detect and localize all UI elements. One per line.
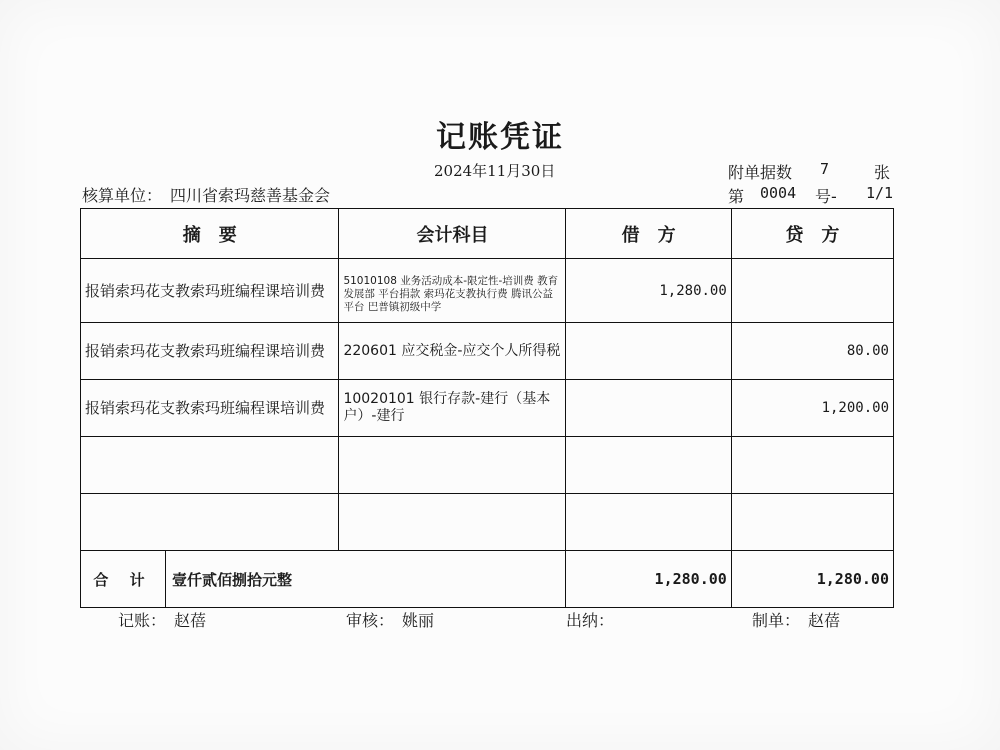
- document-title: 记账凭证: [436, 120, 564, 155]
- entry-subject: 10020101 银行存款-建行（基本户）-建行: [339, 380, 566, 437]
- entry-credit: [731, 437, 893, 494]
- total-debit: 1,280.00: [566, 551, 731, 608]
- total-cell: [81, 551, 566, 608]
- entry-summary: 报销索玛花支教索玛班编程课培训费: [81, 380, 339, 437]
- total-label: 合 计: [81, 551, 166, 607]
- total-row: [81, 551, 894, 608]
- attachments-label: 附单据数: [728, 163, 793, 182]
- entry-debit: [566, 380, 731, 437]
- table-row: [81, 380, 894, 437]
- table-row: [81, 259, 894, 323]
- entry-summary: 报销索玛花支教索玛班编程课培训费: [81, 323, 339, 380]
- entry-summary: [81, 494, 339, 551]
- entry-debit: 1,280.00: [566, 259, 731, 323]
- preparer-signature: 制单： 赵蓓: [752, 611, 841, 630]
- entry-subject: 51010108 业务活动成本-限定性-培训费 教育发展部 平台捐款 索玛花支教执行费 腾讯公益平台 巴普镇初级中学: [339, 259, 566, 323]
- voucher-page: 1/1: [866, 184, 894, 202]
- bookkeeper-signature: 记账： 赵蓓: [118, 611, 207, 630]
- attachments-unit: 张: [874, 163, 891, 182]
- table-row-empty: [81, 494, 894, 551]
- table-row: [81, 323, 894, 380]
- voucher-date: 2024年11月30日: [434, 162, 556, 180]
- entry-summary: 报销索玛花支教索玛班编程课培训费: [81, 259, 339, 323]
- header-debit: 借 方: [566, 209, 731, 259]
- entry-subject: [339, 437, 566, 494]
- entry-debit: [566, 437, 731, 494]
- entry-debit: [566, 494, 731, 551]
- entry-subject: [339, 494, 566, 551]
- accounting-unit-label: 核算单位：: [82, 186, 163, 205]
- entry-credit: 80.00: [731, 323, 893, 380]
- voucher-number: 0004: [760, 184, 797, 202]
- voucher-table: [80, 208, 894, 608]
- accounting-unit-name: 四川省索玛慈善基金会: [170, 186, 331, 205]
- header-summary: 摘 要: [81, 209, 339, 259]
- cashier-signature: 出纳：: [566, 611, 615, 630]
- total-amount-words: 壹仟贰佰捌拾元整: [172, 570, 293, 589]
- entry-credit: [731, 259, 893, 323]
- table-header-row: [81, 209, 894, 259]
- entry-subject: 220601 应交税金-应交个人所得税: [339, 323, 566, 380]
- attachments-count: 7: [820, 160, 830, 178]
- reviewer-signature: 审核： 姚丽: [346, 611, 435, 630]
- entry-credit: 1,200.00: [731, 380, 893, 437]
- table-row-empty: [81, 437, 894, 494]
- header-credit: 贷 方: [731, 209, 893, 259]
- voucher-number-suffix: 号-: [815, 187, 837, 206]
- entry-credit: [731, 494, 893, 551]
- entry-summary: [81, 437, 339, 494]
- entry-debit: [566, 323, 731, 380]
- total-credit: 1,280.00: [731, 551, 893, 608]
- header-subject: 会计科目: [339, 209, 566, 259]
- voucher-number-prefix: 第: [728, 187, 745, 206]
